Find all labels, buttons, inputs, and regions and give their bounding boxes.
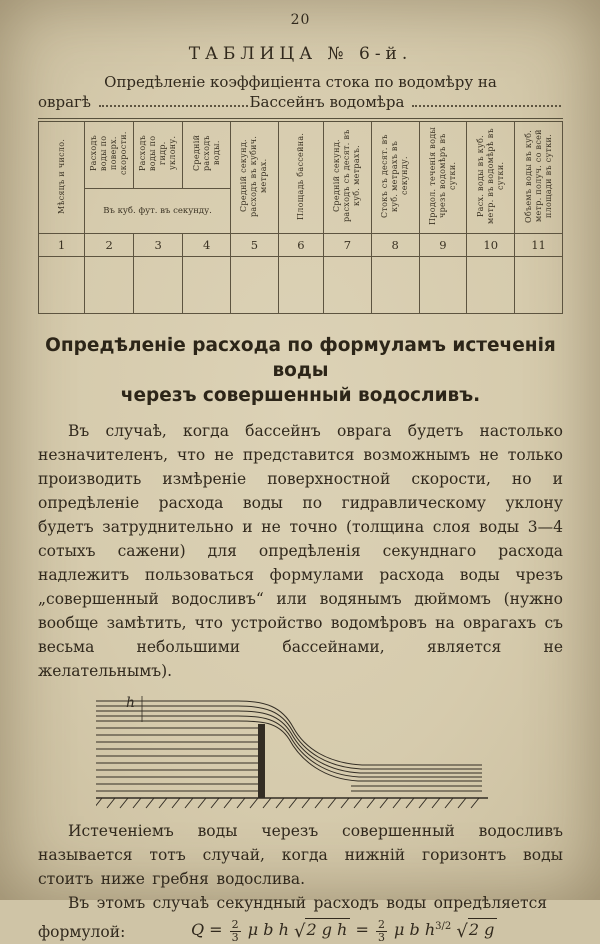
paragraph-weir-definition: Истеченіемъ воды черезъ совершенный водосливъ называется тотъ случай, когда нижній горизонтъ воды стоитъ ниже гребня водослива. [38,821,563,888]
dotted-leader [99,105,248,107]
blank-measurement-table [38,118,563,314]
col-header-cell: Площадь бассейна. [278,120,323,234]
formula-line [38,919,563,944]
col-number-cell: 7 [323,234,371,257]
formula-intro-tail: формулой: [38,922,126,941]
body-cell [371,257,419,314]
table-caption-line1: Опредѣленіе коэффиціента стока по водомѣру на [104,73,497,91]
col-number-cell: 8 [371,234,419,257]
body-cell [39,257,85,314]
equals-sign: = [209,920,223,939]
col-header-cell: Расходъ воды по гидр. уклону. [134,120,183,189]
header-row [39,120,563,189]
paragraph-formula-intro: Въ этомъ случаѣ секундный расходъ воды опредѣляется [68,893,548,912]
col-header-cell: Средній секунд. расходъ съ десят. въ куб. метрахъ. [323,120,371,234]
col-header-cell: Средній расходъ воды. [183,120,231,189]
page-number: 20 [290,12,311,28]
caption-label-ravine: оврагѣ [38,93,91,111]
section-heading [38,334,563,409]
discharge-formula [191,919,497,944]
table-caption-line2 [38,93,563,111]
column-number-row [39,234,563,257]
weir-drawing [96,691,488,811]
body-cell [467,257,515,314]
col-header-cell: Стокъ съ десят. въ куб. метрахъ въ секунду. [371,120,419,234]
section-heading-line2: черезъ совершенный водосливъ. [120,384,481,406]
figure-h-label: h [126,694,136,711]
weir-flow-figure [96,691,563,811]
body-cell [323,257,371,314]
col-header-cell: Расх. воды въ куб. метр. въ водомѣрѣ въ сутки. [467,120,515,234]
col-header-cell: Средній секунд. расходъ въ кубич. метрах. [231,120,279,234]
body-cell [515,257,563,314]
fraction-two-thirds: $\frac{2}{3}$ [377,917,385,944]
formula-Q: Q [190,920,205,939]
paragraph-weir-intro: Въ случаѣ, когда бассейнъ оврага будетъ настолько незначителенъ, что не представится возможнымъ не только производить измѣреніе поверхностной скорости, но и опредѣленіе расхода воды по гидравлическому уклону будетъ затруднительно и не точно (толщина слоя воды 3—4 сотыхъ сажени) для опредѣленія секунднаго расхода надлежитъ пользоваться формулами расхода воды чрезъ „совершенный водосливъ“ или водянымъ дюймомъ (нужно вообще замѣтить, что устройство водомѣровъ на оврагахъ съ весьма небольшими бассейнами, является не желательнымъ). [38,421,563,680]
body-cell [85,257,134,314]
formula-mu-b-h: μ b h [247,920,289,939]
col-number-cell: 1 [39,234,85,257]
col-number-cell: 5 [231,234,279,257]
equals-sign: = [355,920,369,939]
col-header-cell: Объемъ воды въ куб. метр. получ. со всей площади въ сутки. [515,120,563,234]
col-number-cell: 9 [419,234,467,257]
formula-mu-b-h: μ b h [394,920,436,939]
dotted-leader [412,105,561,107]
body-cell [419,257,467,314]
col-header-cell: Мѣсяцъ и число. [39,120,85,234]
section-heading-line1: Опредѣленіе расхода по формуламъ истеченія воды [45,335,556,381]
col-header-cell: Расходъ воды по поверх. скорости. [85,120,134,189]
body-cell [231,257,279,314]
body-cell [278,257,323,314]
exponent-three-halves: 3/2 [435,920,452,932]
col-number-cell: 11 [515,234,563,257]
empty-body-row [39,257,563,314]
body-cell [134,257,183,314]
body-cell [183,257,231,314]
caption-label-basin: Бассейнъ водомѣра [249,93,405,111]
col-number-cell: 6 [278,234,323,257]
sqrt-2gh: √2 g h [294,920,350,942]
col-number-cell: 3 [134,234,183,257]
table-title: ТАБЛИЦА № 6-й. [188,44,413,64]
col-number-cell: 4 [183,234,231,257]
sqrt-2g: √2 g [456,920,497,942]
col-header-cell: Продол. теченія воды чрезъ водомѣръ въ сутки. [419,120,467,234]
col-number-cell: 10 [467,234,515,257]
units-subheader-cell: Въ куб. фут. въ секунду. [85,189,231,234]
fraction-two-thirds: $\frac{2}{3}$ [231,917,239,944]
weir-wall [258,724,265,798]
col-number-cell: 2 [85,234,134,257]
